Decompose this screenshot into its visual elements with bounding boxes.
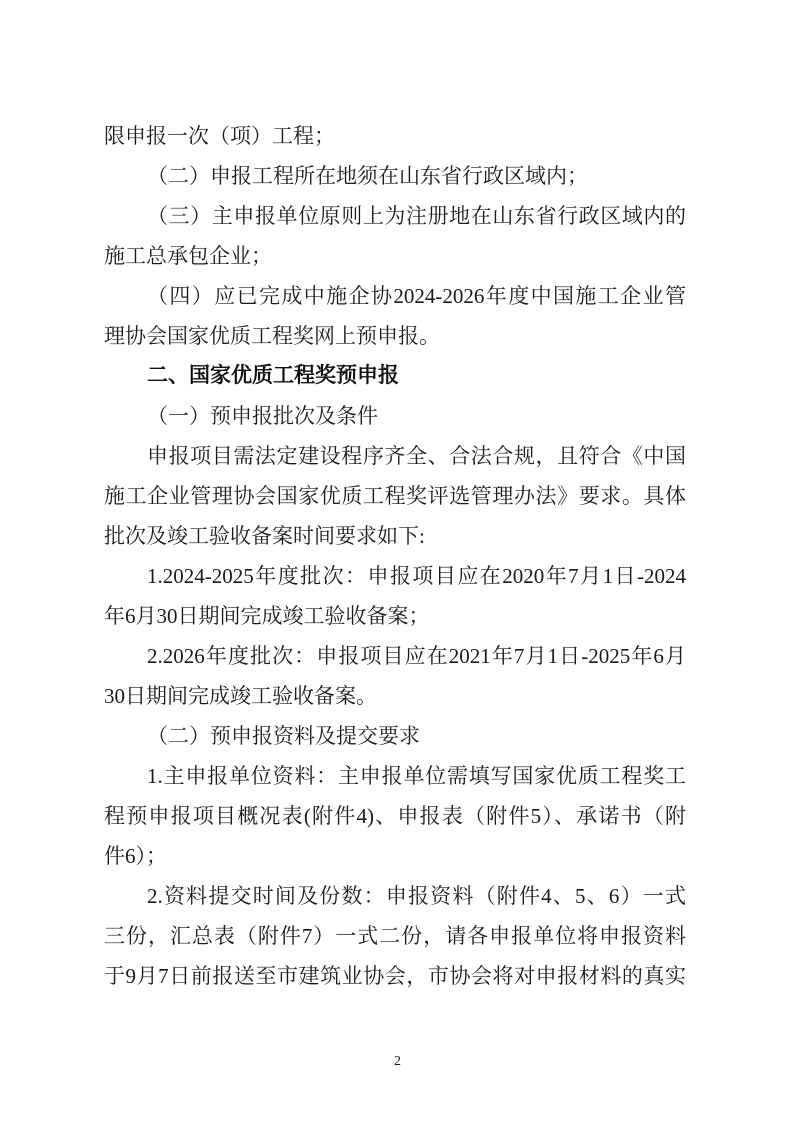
text-line: 30日期间完成竣工验收备案。 [104, 684, 377, 708]
text-line: （二）申报工程所在地须在山东省行政区域内； [147, 164, 588, 188]
text-line: 于9月7日前报送至市建筑业协会，市协会将对申报材料的真实 [104, 964, 686, 988]
text-line: （一）预申报批次及条件 [147, 404, 378, 428]
page-number: 2 [394, 1054, 401, 1069]
text-line: （三）主申报单位原则上为注册地在山东省行政区域内的 [147, 204, 686, 228]
text-line: 三份，汇总表（附件7）一式二份，请各申报单位将申报资料 [104, 924, 686, 948]
text-line: 1.主申报单位资料：主申报单位需填写国家优质工程奖工 [147, 764, 686, 788]
text-line: 1.2024-2025年度批次：申报项目应在2020年7月1日-2024 [147, 564, 686, 588]
text-line: 程预申报项目概况表(附件4)、申报表（附件5）、承诺书（附 [104, 804, 686, 828]
text-line: 理协会国家优质工程奖网上预申报。 [104, 324, 440, 348]
text-line: 批次及竣工验收备案时间要求如下: [104, 524, 425, 548]
text-line: （二）预申报资料及提交要求 [147, 724, 420, 748]
document-body [104, 116, 686, 996]
text-line: 年6月30日期间完成竣工验收备案； [104, 604, 430, 628]
text-line: 申报项目需法定建设程序齐全、合法合规，且符合《中国 [147, 444, 686, 468]
page-footer [0, 1052, 795, 1072]
text-line: 施工总承包企业； [104, 244, 272, 268]
text-line: 2.资料提交时间及份数：申报资料（附件4、5、6）一式 [147, 884, 686, 908]
text-line: （四）应已完成中施企协2024-2026年度中国施工企业管 [147, 284, 686, 308]
text-line: 2.2026年度批次：申报项目应在2021年7月1日-2025年6月 [147, 644, 686, 668]
text-line: 件6）； [104, 844, 167, 868]
section-heading: 二、国家优质工程奖预申报 [147, 364, 399, 387]
text-line: 限申报一次（项）工程； [104, 124, 335, 148]
text-line: 施工企业管理协会国家优质工程奖评选管理办法》要求。具体 [104, 484, 686, 508]
